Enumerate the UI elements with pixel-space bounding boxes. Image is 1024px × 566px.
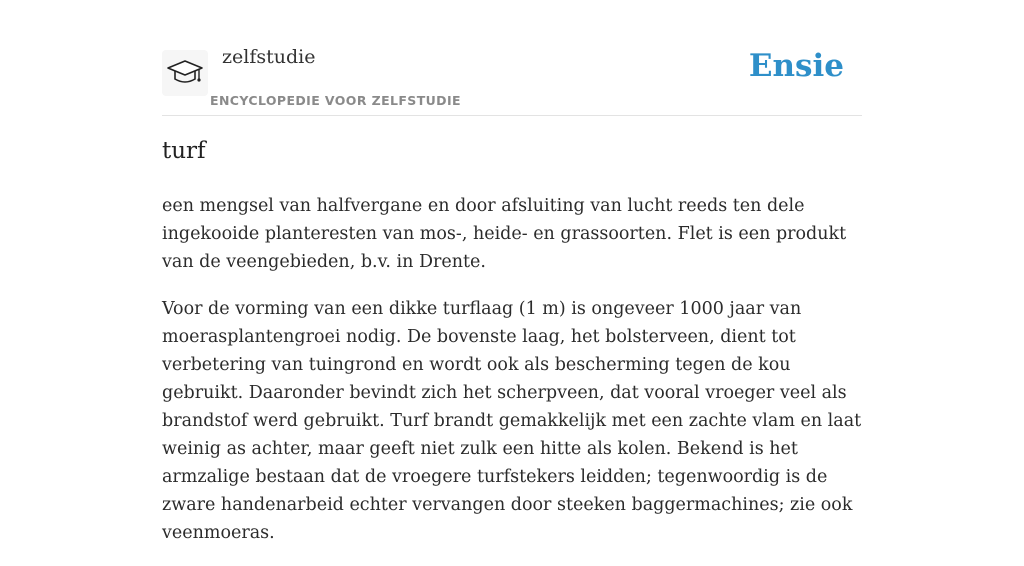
brand-logo[interactable] <box>162 50 208 96</box>
site-logo[interactable]: Ensie <box>748 48 844 84</box>
article-content <box>162 192 864 566</box>
brand-subtitle: ENCYCLOPEDIE VOOR ZELFSTUDIE <box>210 93 461 108</box>
paragraph: een mengsel van halfvergane en door afsluiting van lucht reeds ten dele ingekooide planteresten van mos-, heide- en grassoorten. Flet is een produkt van de veengebieden, b.v. in Drente. <box>162 196 847 272</box>
term-title: turf <box>162 138 206 164</box>
brand-name[interactable]: zelfstudie <box>222 46 316 68</box>
graduation-cap-icon <box>166 58 204 88</box>
header <box>162 40 862 116</box>
paragraph: Voor de vorming van een dikke turflaag (1 m) is ongeveer 1000 jaar van moerasplantengroei nodig. De bovenste laag, het bolsterveen, dient tot verbetering van tuingrond en wordt ook als bescherming tegen de kou gebruikt. Daaronder bevindt zich het scherpveen, dat vooral vroeger veel als brandstof werd gebruikt. Turf brandt gemakkelijk met een zachte vlam en laat weinig as achter, maar geeft niet zulk een hitte als kolen. Bekend is het armzalige bestaan dat de vroegere turfstekers leidden; tegenwoordig is de zware handenarbeid echter vervangen door steeken baggermachines; zie ook veenmoeras. <box>162 299 862 543</box>
